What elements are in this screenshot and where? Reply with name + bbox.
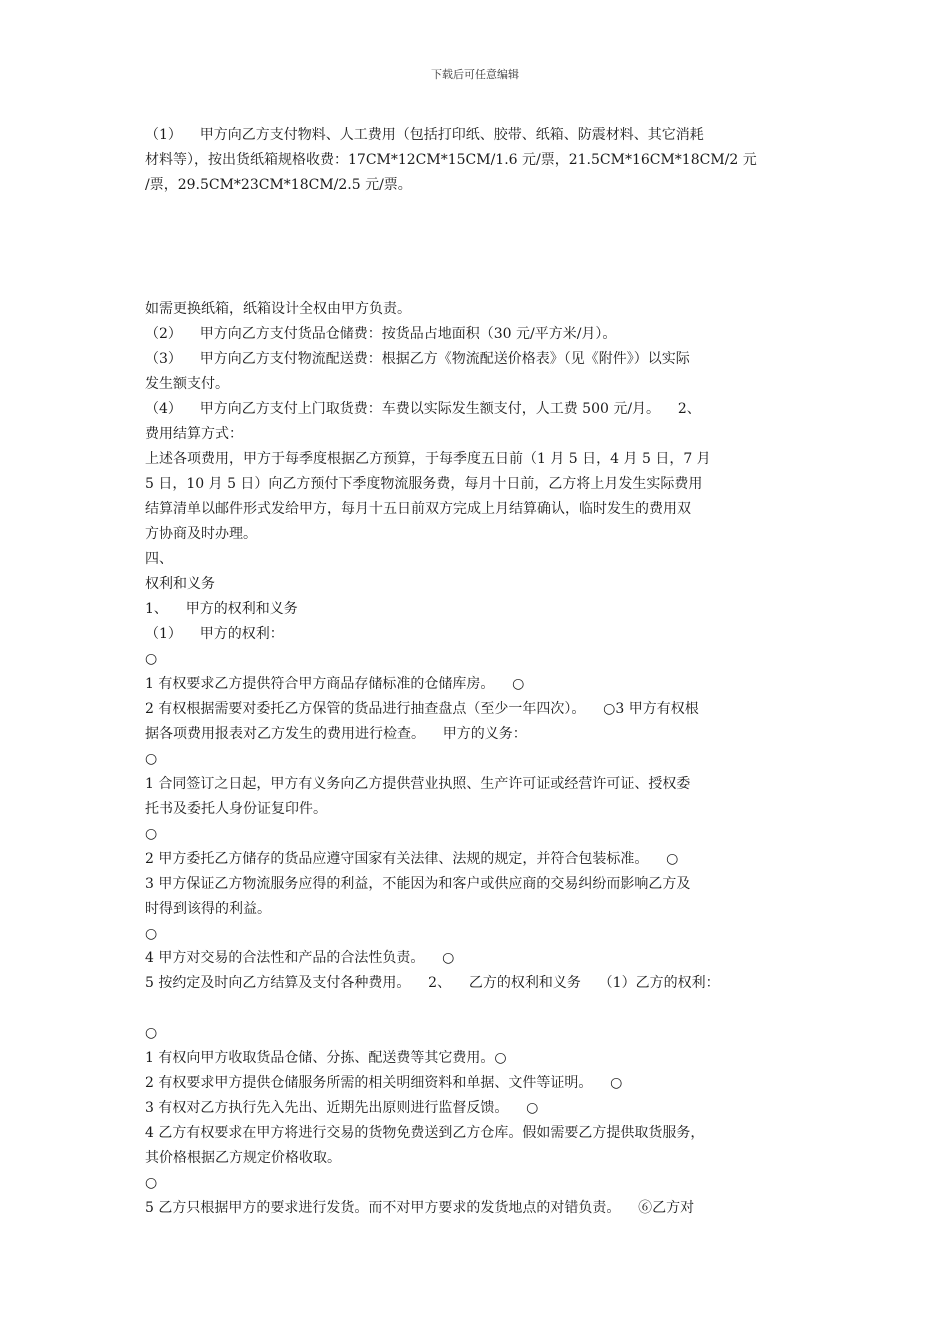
text-line: 材料等），按出货纸箱规格收费：17CM*12CM*15CM/1.6 元/票，21.5CM*16CM*18CM/2 元 [145, 152, 757, 168]
bullet-circle: ○ [145, 826, 158, 842]
text-line: 费用结算方式： [145, 426, 243, 442]
text-line: （4） 甲方向乙方支付上门取货费：车费以实际发生额支付，人工费 500 元/月。 2、 [145, 401, 701, 417]
text-line: 如需更换纸箱，纸箱设计全权由甲方负责。 [145, 301, 411, 317]
text-line: （3） 甲方向乙方支付物流配送费：根据乙方《物流配送价格表》（见《附件》）以实际 [145, 351, 690, 367]
text-line: /票，29.5CM*23CM*18CM/2.5 元/票。 [145, 177, 412, 193]
bullet-circle: ○ [145, 651, 158, 667]
page-header: 下载后可任意编辑 [431, 68, 519, 81]
text-line: （1） 甲方的权利： [145, 626, 284, 642]
text-line: 4 甲方对交易的合法性和产品的合法性负责。 ○ [145, 950, 455, 966]
text-line: 1 有权向甲方收取货品仓储、分拣、配送费等其它费用。○ [145, 1050, 507, 1066]
text-line: 5 按约定及时向乙方结算及支付各种费用。 2、 乙方的权利和义务 （1）乙方的权利： [145, 975, 720, 991]
text-line: 1 合同签订之日起，甲方有义务向乙方提供营业执照、生产许可证或经营许可证、授权委 [145, 776, 691, 792]
text-line: 结算清单以邮件形式发给甲方，每月十五日前双方完成上月结算确认，临时发生的费用双 [145, 501, 691, 517]
text-line: 方协商及时办理。 [145, 526, 257, 542]
text-line: 发生额支付。 [145, 376, 229, 392]
text-line: 5 乙方只根据甲方的要求进行发货。而不对甲方要求的发货地点的对错负责。 ⑥乙方对 [145, 1200, 695, 1216]
text-line: （1） 甲方向乙方支付物料、人工费用（包括打印纸、胶带、纸箱、防震材料、其它消耗 [145, 127, 704, 143]
text-line: 1 有权要求乙方提供符合甲方商品存储标准的仓储库房。 ○ [145, 676, 525, 692]
text-line: 2 甲方委托乙方储存的货品应遵守国家有关法律、法规的规定，并符合包装标准。 ○ [145, 851, 679, 867]
text-line: 托书及委托人身份证复印件。 [145, 801, 327, 817]
text-line: 3 甲方保证乙方物流服务应得的利益，不能因为和客户或供应商的交易纠纷而影响乙方及 [145, 876, 691, 892]
text-line: 时得到该得的利益。 [145, 901, 271, 917]
text-line: 3 有权对乙方执行先入先出、近期先出原则进行监督反馈。 ○ [145, 1100, 539, 1116]
section-number: 四、 [145, 551, 173, 567]
bullet-circle: ○ [145, 1175, 158, 1191]
text-line: 据各项费用报表对乙方发生的费用进行检查。 甲方的义务： [145, 726, 527, 742]
text-line: 1、 甲方的权利和义务 [145, 601, 298, 617]
text-line: 上述各项费用，甲方于每季度根据乙方预算，于每季度五日前（1 月 5 日，4 月 5 日，7 月 [145, 451, 711, 467]
bullet-circle: ○ [145, 926, 158, 942]
text-line: 4 乙方有权要求在甲方将进行交易的货物免费送到乙方仓库。假如需要乙方提供取货服务， [145, 1125, 705, 1141]
section-title: 权利和义务 [145, 576, 215, 592]
text-line: 2 有权根据需要对委托乙方保管的货品进行抽查盘点（至少一年四次）。 ○3 甲方有权根 [145, 701, 699, 717]
bullet-circle: ○ [145, 751, 158, 767]
text-line: 5 日，10 月 5 日）向乙方预付下季度物流服务费，每月十日前，乙方将上月发生实际费用 [145, 476, 703, 492]
bullet-circle: ○ [145, 1025, 158, 1041]
text-line: 2 有权要求甲方提供仓储服务所需的相关明细资料和单据、文件等证明。 ○ [145, 1075, 623, 1091]
text-line: （2） 甲方向乙方支付货品仓储费：按货品占地面积（30 元/平方米/月）。 [145, 326, 617, 342]
text-line: 其价格根据乙方规定价格收取。 [145, 1150, 341, 1166]
